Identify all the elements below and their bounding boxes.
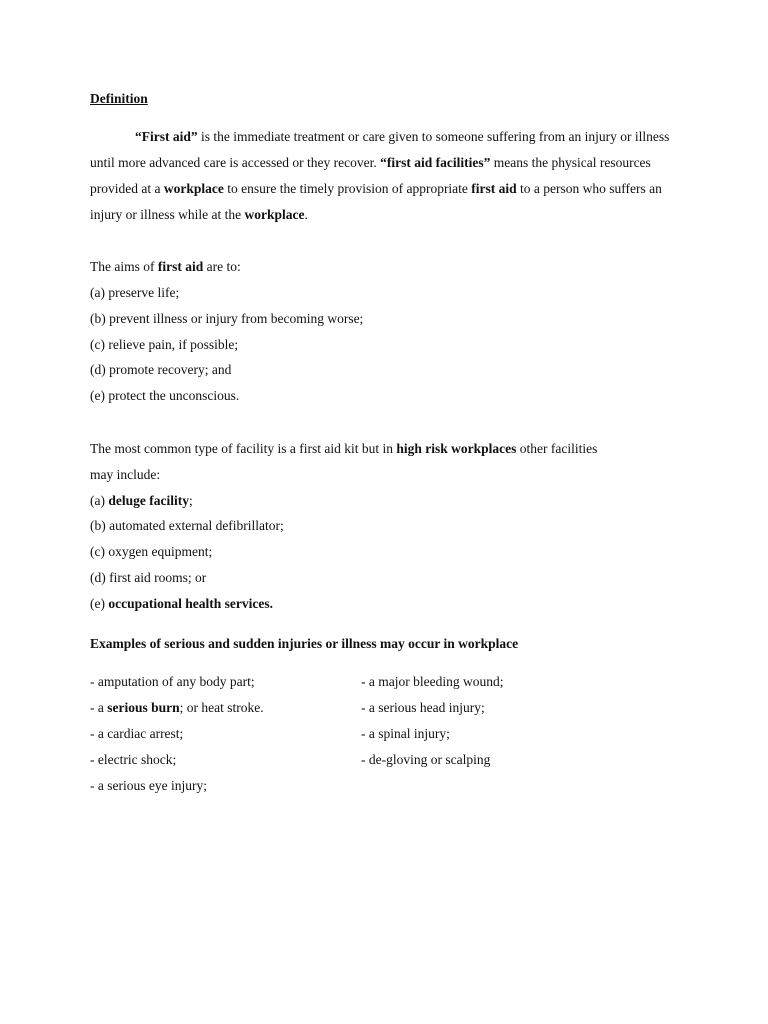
facilities-item-e	[90, 595, 273, 613]
example-left-2	[90, 699, 264, 717]
facilities-item-a	[90, 492, 193, 510]
aims-item-a: (a) preserve life;	[90, 285, 180, 300]
aims-intro	[90, 258, 241, 276]
facilities-item-d: (d) first aid rooms; or	[90, 570, 207, 585]
facilities-item-a-bold: deluge facility	[108, 493, 189, 508]
aims-intro-bold: first aid	[157, 259, 204, 274]
example-right-1: - a major bleeding wound;	[361, 674, 504, 689]
aims-intro-post: are to:	[203, 259, 241, 274]
definition-text-1: is the immediate treatment or care given to someone suffering from an injury or illness until more advanced care is accessed or they recover.	[90, 129, 670, 170]
aims-item-d: (d) promote recovery; and	[90, 362, 232, 377]
example-left-4: - electric shock;	[90, 752, 177, 767]
facilities-item-b: (b) automated external defibrillator;	[90, 518, 284, 533]
example-left-2-prefix: - a	[90, 700, 108, 715]
facilities-item-e-bold: occupational health services.	[108, 596, 273, 611]
term-first-aid: “First aid”	[135, 129, 198, 144]
example-left-3: - a cardiac arrest;	[90, 726, 184, 741]
facilities-item-e-prefix: (e)	[90, 596, 109, 611]
example-left-5: - a serious eye injury;	[90, 778, 207, 793]
definition-text-3: to ensure the timely provision of appropriate	[223, 181, 472, 196]
facilities-intro-post: other facilities	[516, 441, 598, 456]
definition-text-2: means the physical resources provided at a	[90, 155, 651, 196]
term-first-aid-2: first aid	[471, 181, 517, 196]
aims-item-e: (e) protect the unconscious.	[90, 388, 240, 403]
example-left-2-bold: serious burn	[107, 700, 180, 715]
definition-heading: Definition	[90, 91, 148, 106]
example-right-3: - a spinal injury;	[361, 726, 450, 741]
facilities-intro-line-2: may include:	[90, 467, 161, 482]
aims-intro-pre: The aims of	[90, 259, 158, 274]
facilities-item-a-suffix: ;	[188, 493, 193, 508]
example-right-4: - de-gloving or scalping	[361, 752, 491, 767]
definition-text-4: to a person who suffers an injury or illness while at the	[90, 181, 662, 222]
aims-item-b: (b) prevent illness or injury from becoming worse;	[90, 311, 364, 326]
facilities-item-c: (c) oxygen equipment;	[90, 544, 213, 559]
definition-paragraph	[90, 124, 680, 228]
example-right-2: - a serious head injury;	[361, 700, 485, 715]
term-workplace-1: workplace	[163, 181, 224, 196]
facilities-intro-line-1	[90, 440, 597, 458]
facilities-item-a-prefix: (a)	[90, 493, 109, 508]
examples-heading: Examples of serious and sudden injuries or illness may occur in workplace	[90, 636, 519, 651]
term-workplace-2: workplace	[244, 207, 305, 222]
definition-text-5: .	[304, 207, 308, 222]
example-left-1: - amputation of any body part;	[90, 674, 255, 689]
facilities-intro-pre: The most common type of facility is a first aid kit but in	[90, 441, 397, 456]
facilities-intro-bold: high risk workplaces	[396, 441, 517, 456]
term-first-aid-facilities: “first aid facilities”	[380, 155, 491, 170]
example-left-2-suffix: ; or heat stroke.	[179, 700, 264, 715]
aims-item-c: (c) relieve pain, if possible;	[90, 337, 239, 352]
